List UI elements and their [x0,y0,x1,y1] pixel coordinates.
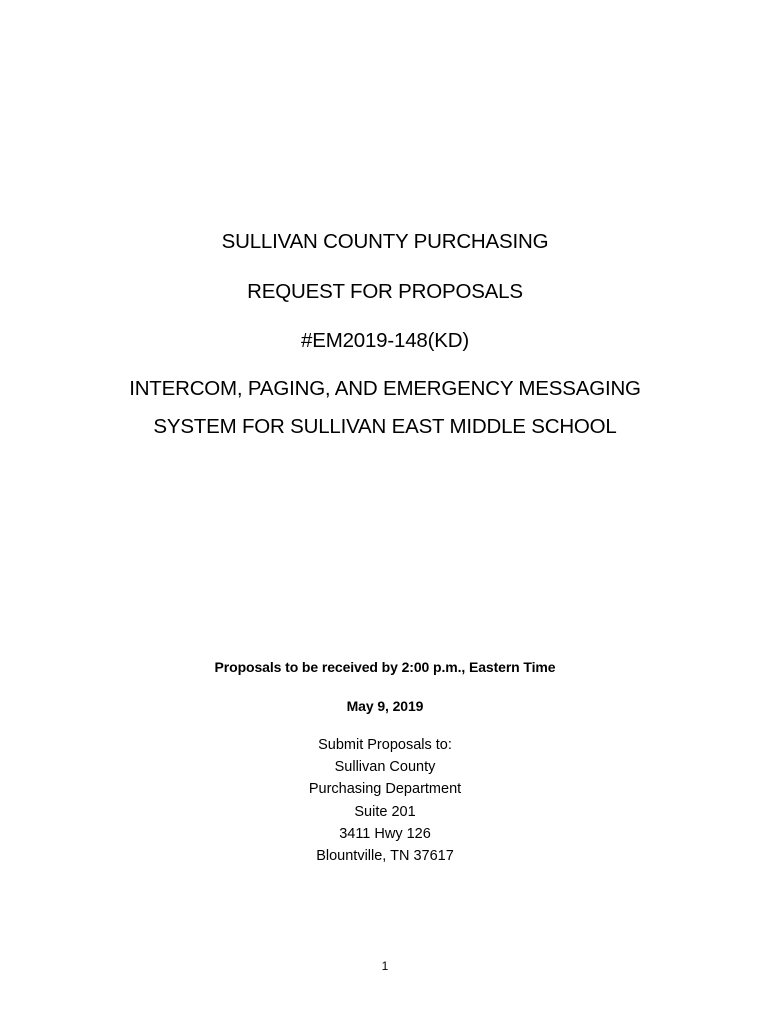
rfp-type-heading: REQUEST FOR PROPOSALS [247,280,523,303]
address-line: Suite 201 [354,803,416,820]
deadline-notice: Proposals to be received by 2:00 p.m., Eastern Time [214,659,556,675]
address-line: Purchasing Department [308,781,462,798]
rfp-number-heading: #EM2019-148(KD) [301,329,469,352]
org-heading: SULLIVAN COUNTY PURCHASING [221,230,549,253]
address-line: 3411 Hwy 126 [339,825,431,842]
submission-address [0,734,770,867]
deadline-date: May 9, 2019 [346,698,424,714]
page-number: 1 [381,959,389,973]
address-line: Sullivan County [334,759,436,776]
submit-label: Submit Proposals to: [318,737,452,753]
rfp-subject-line: INTERCOM, PAGING, AND EMERGENCY MESSAGING [129,377,641,400]
rfp-subject [0,370,770,446]
rfp-subject-line: SYSTEM FOR SULLIVAN EAST MIDDLE SCHOOL [153,415,617,438]
address-line: Blountville, TN 37617 [316,848,454,865]
